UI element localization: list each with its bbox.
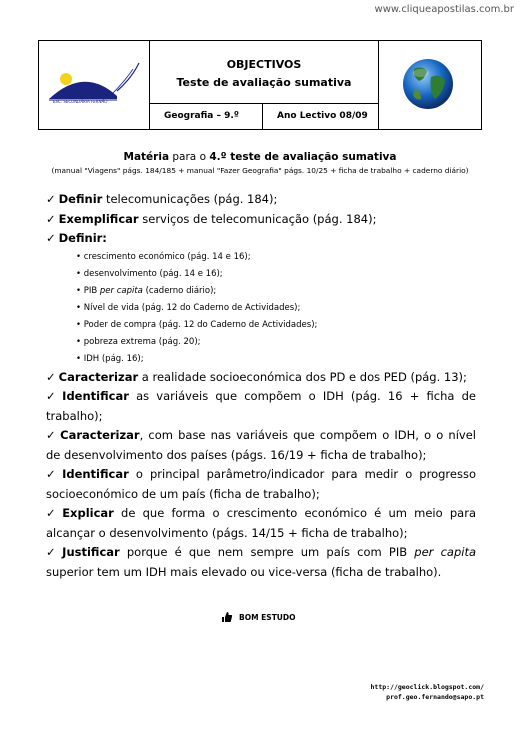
intro-test: 4.º teste de avaliação sumativa <box>209 151 397 163</box>
sub-item: • desenvolvimento (pág. 14 e 16); <box>76 266 476 283</box>
list-item <box>46 465 476 504</box>
item-verb: Definir: <box>58 231 107 245</box>
intro-line <box>0 151 520 163</box>
email-link[interactable]: prof.geo.fernando@sapo.pt <box>386 693 484 701</box>
item-italic: per capita <box>414 545 477 559</box>
sub-item: • Poder de compra (pág. 12 do Caderno de Actividades); <box>76 317 476 334</box>
item-verb: Caracterizar <box>60 428 140 442</box>
item-verb: Exemplificar <box>58 211 139 226</box>
item-verb: Caracterizar <box>58 369 139 384</box>
list-item <box>46 210 476 230</box>
item-verb: Identificar <box>62 389 129 403</box>
check-icon: ✓ <box>46 467 60 481</box>
sub-item-text: (caderno diário); <box>142 285 217 296</box>
thumbs-up-icon <box>221 611 233 625</box>
check-icon: ✓ <box>46 231 56 245</box>
item-text: as variáveis que compõem o IDH (pág. 16 + ficha de trabalho); <box>46 389 476 423</box>
title-block <box>150 41 379 104</box>
check-icon: ✓ <box>46 369 56 384</box>
check-icon: ✓ <box>46 428 58 442</box>
check-icon: ✓ <box>46 192 56 206</box>
sub-item-text: PIB <box>83 285 100 296</box>
item-text: a realidade socioeconómica dos PD e dos PED (pág. 13); <box>138 369 467 384</box>
concept-sublist <box>46 249 476 368</box>
item-text: porque é que nem sempre um país com PIB <box>119 545 415 559</box>
school-year-cell: Ano Lectivo 08/09 <box>263 104 379 129</box>
item-text: serviços de telecomunicação (pág. 184); <box>138 211 377 226</box>
blog-link[interactable]: http://geoclick.blogspot.com/ <box>370 683 484 691</box>
objectives-list <box>46 190 476 582</box>
sub-item <box>76 283 476 300</box>
intro-sources: (manual "Viagens" págs. 184/185 + manual "Fazer Geografia" págs. 10/25 + ficha de trabalho + caderno diário) <box>51 166 469 175</box>
item-verb: Identificar <box>62 467 129 481</box>
list-item <box>46 229 476 249</box>
item-verb: Justificar <box>62 545 120 559</box>
subject-cell: Geografia – 9.º <box>150 104 263 129</box>
title-line-2: Teste de avaliação sumativa <box>176 76 352 89</box>
closing-text: BOM ESTUDO <box>239 613 296 622</box>
globe-icon <box>379 41 479 129</box>
sun-icon <box>60 73 72 85</box>
intro-materia: Matéria <box>123 151 170 163</box>
list-item <box>46 190 476 210</box>
check-icon: ✓ <box>46 389 60 403</box>
sub-item: • Nível de vida (pág. 12 do Caderno de Actividades); <box>76 300 476 317</box>
item-verb: Definir <box>58 192 103 206</box>
title-line-1: OBJECTIVOS <box>226 58 302 71</box>
sub-item-italic: per capita <box>99 285 143 296</box>
list-item <box>46 387 476 426</box>
sub-item: • IDH (pág. 16); <box>76 351 476 368</box>
check-icon: ✓ <box>46 211 56 226</box>
sub-item: • pobreza extrema (pág. 20); <box>76 334 476 351</box>
list-item <box>46 543 476 582</box>
list-item <box>46 504 476 543</box>
item-text: telecomunicações (pág. 184); <box>102 192 278 206</box>
school-logo <box>39 41 150 129</box>
watermark: www.cliqueapostilas.com.br <box>374 4 514 15</box>
header-table <box>38 40 482 130</box>
list-item <box>46 426 476 465</box>
closing-note <box>221 611 296 625</box>
list-item <box>46 368 476 388</box>
sub-item: • crescimento económico (pág. 14 e 16); <box>76 249 476 266</box>
logo-caption: ESC. SECUNDÁRIA FERNÃO <box>53 99 108 104</box>
check-icon: ✓ <box>46 545 60 559</box>
check-icon: ✓ <box>46 506 60 520</box>
item-text: , com base nas variáveis que compõem o IDH, o o nível de desenvolvimento dos países (págs. 16/19 + ficha de trabalho); <box>46 428 476 462</box>
intro-para: para o <box>169 151 210 163</box>
globe-cell <box>379 41 481 129</box>
item-text: superior tem um IDH mais elevado ou vice-versa (ficha de trabalho). <box>46 564 442 579</box>
item-text: o principal parâmetro/indicador para medir o progresso socioeconómico de um país (ficha de trabalho); <box>46 467 476 501</box>
contact-links <box>371 682 485 702</box>
item-verb: Explicar <box>62 506 114 520</box>
item-text: de que forma o crescimento económico é um meio para alcançar o desenvolvimento (págs. 14/15 + ficha de trabalho); <box>46 506 476 540</box>
